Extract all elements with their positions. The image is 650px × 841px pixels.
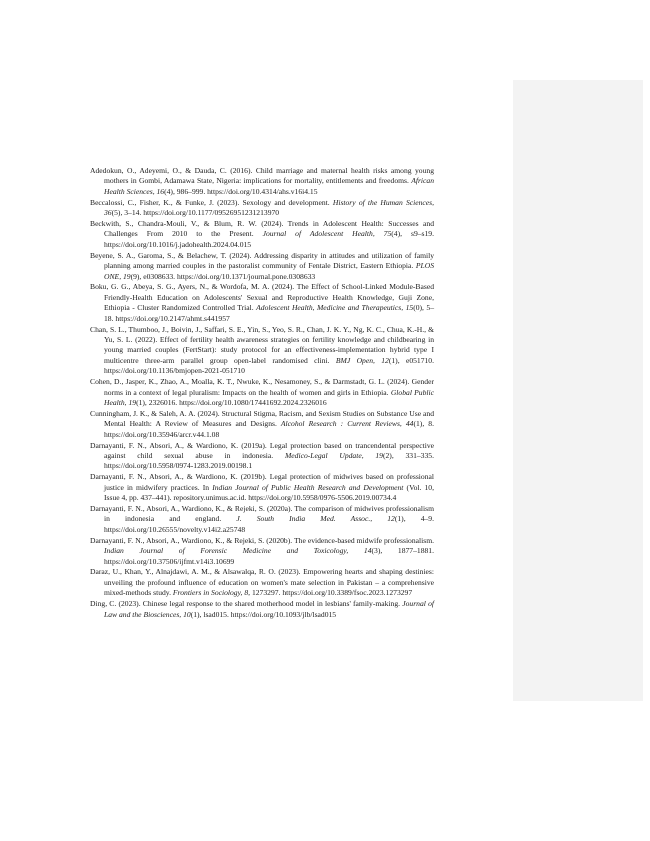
- reference-item: Beyene, S. A., Garoma, S., & Belachew, T. (2024). Addressing disparity in attitudes and utilization of family planning among married couples in the pastoralist community of Fentale District, Eastern Ethiopia. PLOS ONE, 19(9), e0308633. https://doi.org/10.1371/journal.pone.0308633: [90, 250, 434, 281]
- reference-item: Darnayanti, F. N., Absori, A., Wardiono, K., & Rejeki, S. (2020b). The evidence-based midwife professionalism. Indian Journal of Forensic Medicine and Toxicology, 14(3), 1877–1881. https://doi.org/10.37506/ijfmt.v14i3.10699: [90, 535, 434, 566]
- reference-item: Beccalossi, C., Fisher, K., & Funke, J. (2023). Sexology and development. History of the Human Sciences, 36(5), 3–14. https://doi.org/10.1177/09526951231213970: [90, 197, 434, 218]
- reference-list: [90, 166, 434, 620]
- page-edge-shade: [513, 80, 643, 701]
- reference-item: Chan, S. L., Thumboo, J., Boivin, J., Saffari, S. E., Yin, S., Yeo, S. R., Chan, J. K. Y., Ng, K. C., Chua, K.-H., & Yu, S. L. (2022). Effect of fertility health awareness strategies on fertility knowledge and childbearing in young married couples (FertStart): study protocol for an effectiveness-implementation hybrid type I multicentre three-arm parallel group open-label randomised clini. BMJ Open, 12(1), e051710. https://doi.org/10.1136/bmjopen-2021-051710: [90, 324, 435, 376]
- reference-item: Daraz, U., Khan, Y., Alnajdawi, A. M., & Alsawalqa, R. O. (2023). Empowering hearts and shaping destinies: unveiling the profound influence of education on women's mate selection in Pakistan – a comprehensive mixed-methods study. Frontiers in Sociology, 8, 1273297. https://doi.org/10.3389/fsoc.2023.1273297: [90, 567, 434, 598]
- reference-item: Boku, G. G., Abeya, S. G., Ayers, N., & Wordofa, M. A. (2024). The Effect of School-Linked Module-Based Friendly-Health Education on Adolescents' Sexual and Reproductive Health Knowledge, Guji Zone, Ethiopia - Cluster Randomized Controlled Trial. Adolescent Health, Medicine and Therapeutics, 15(0), 5–18. https://doi.org/10.2147/ahmt.s441957: [90, 282, 435, 323]
- reference-item: Darnayanti, F. N., Absori, A., Wardiono, K., & Rejeki, S. (2020a). The comparison of midwives professionalism in indonesia and england. J. South India Med. Assoc., 12(1), 4–9. https://doi.org/10.26555/novelty.v14i2.a25748: [90, 504, 434, 534]
- reference-item: Beckwith, S., Chandra-Mouli, V., & Blum, R. W. (2024). Trends in Adolescent Health: Successes and Challenges From 2010 to the Present. Journal of Adolescent Health, 75(4), s9–s19. https://doi.org/10.1016/j.jadohealth.2024.04.015: [90, 219, 434, 249]
- reference-item: Adedokun, O., Adeyemi, O., & Dauda, C. (2016). Child marriage and maternal health risks among young mothers in Gombi, Adamawa State, Nigeria: implications for mortality, entitlements and freedoms. African Health Sciences, 16(4), 986–999. https://doi.org/10.4314/ahs.v16i4.15: [90, 166, 434, 196]
- reference-item: Cunningham, J. K., & Saleh, A. A. (2024). Structural Stigma, Racism, and Sexism Studies on Substance Use and Mental Health: A Review of Measures and Designs. Alcohol Research : Current Reviews, 44(1), 8. https://doi.org/10.35946/arcr.v44.1.08: [90, 408, 434, 439]
- reference-item: Darnayanti, F. N., Absori, A., & Wardiono, K. (2019a). Legal protection based on trancendental perspective against child sexual abuse in indonesia. Medico-Legal Update, 19(2), 331–335. https://doi.org/10.5958/0974-1283.2019.00198.1: [90, 440, 434, 471]
- reference-item: Ding, C. (2023). Chinese legal response to the shared motherhood model in lesbians' family-making. Journal of Law and the Biosciences, 10(1), lsad015. https://doi.org/10.1093/jlb/lsad015: [90, 599, 434, 619]
- reference-item: Darnayanti, F. N., Absori, A., & Wardiono, K. (2019b). Legal protection of midwives based on professional justice in midwifery practices. In Indian Journal of Public Health Research and Development (Vol. 10, Issue 4, pp. 437–441). repository.unimus.ac.id. https://doi.org/10.5958/0976-5506.2019.00734.4: [90, 472, 434, 503]
- reference-item: Cohen, D., Jasper, K., Zhao, A., Moalla, K. T., Nwuke, K., Nesamoney, S., & Darmstadt, G. L. (2024). Gender norms in a context of legal pluralism: Impacts on the health of women and girls in Ethiopia. Global Public Health, 19(1), 2326016. https://doi.org/10.1080/17441692.2024.2326016: [90, 377, 434, 407]
